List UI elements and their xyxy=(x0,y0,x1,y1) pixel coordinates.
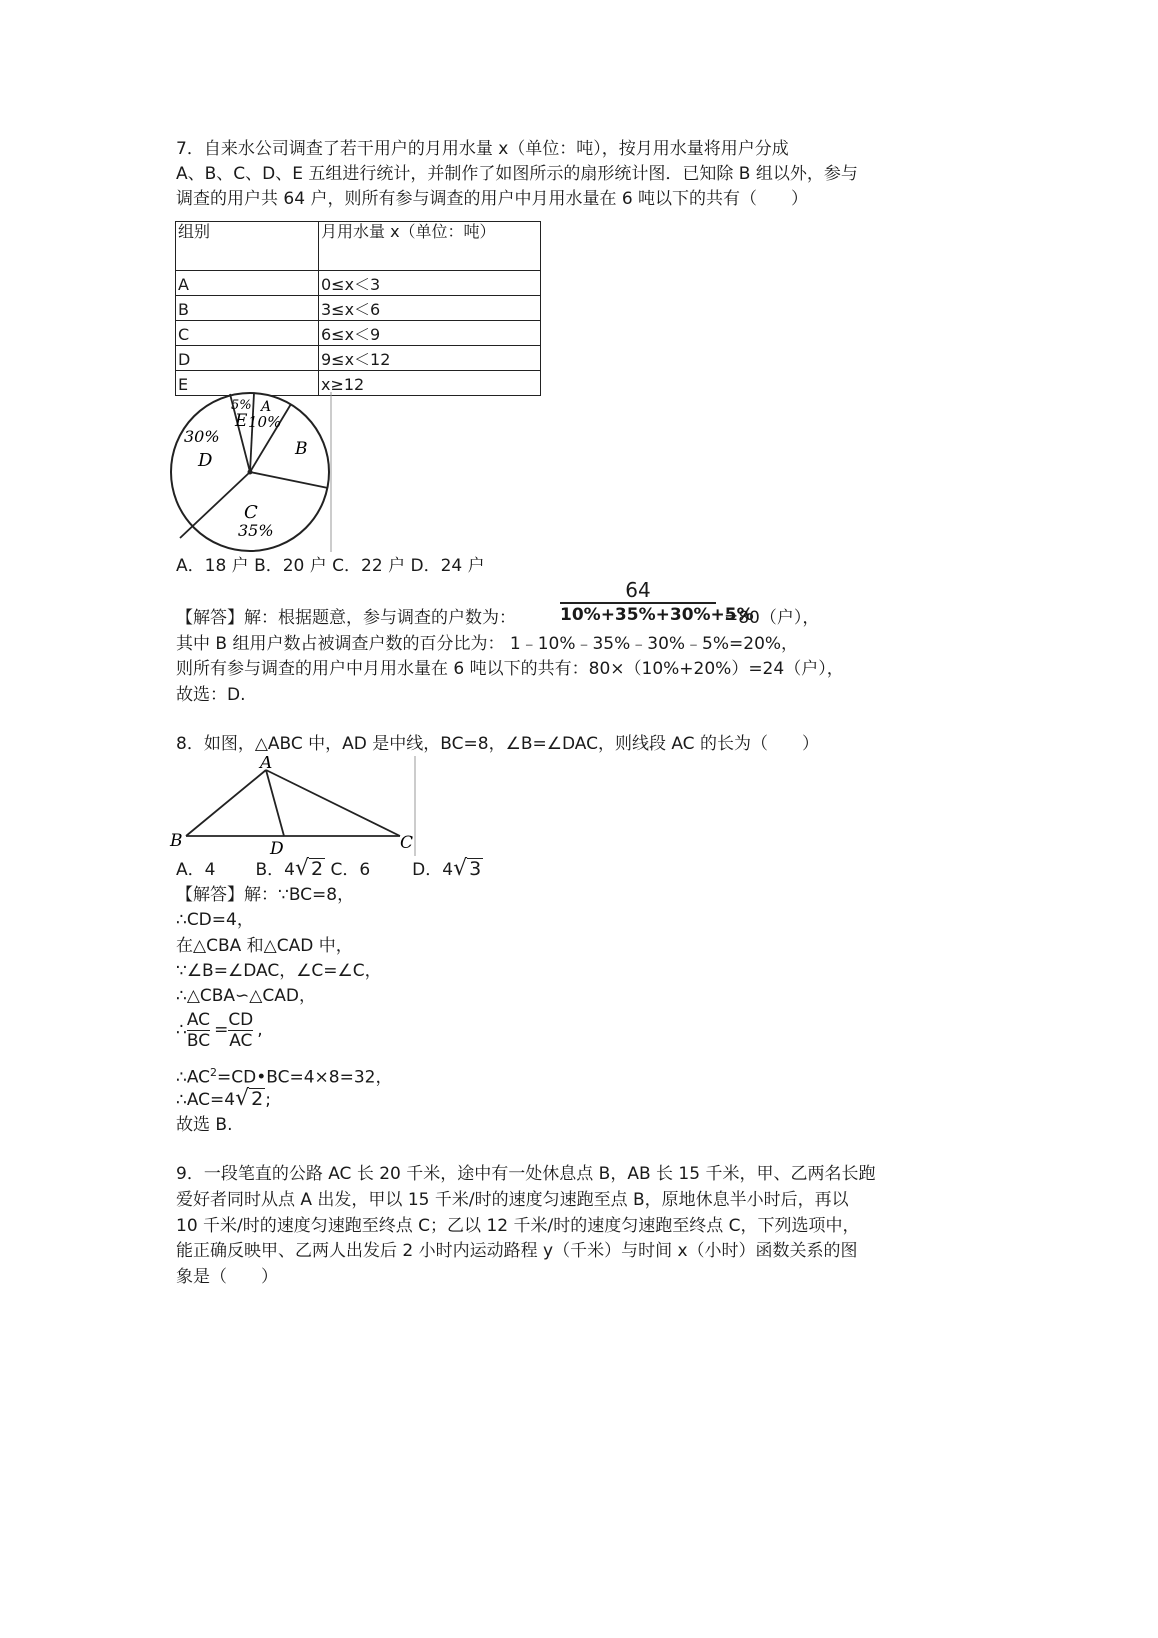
pie-label-a: A xyxy=(261,399,272,415)
option-b-prefix: B．4 xyxy=(255,860,295,880)
segment-ac xyxy=(266,770,400,836)
option-a: A．4 xyxy=(176,860,216,880)
table-cell: 6≤x＜9 xyxy=(319,321,541,346)
table-cell: 0≤x＜3 xyxy=(319,271,541,296)
table-cell: A xyxy=(176,271,319,296)
table-row xyxy=(176,271,541,296)
comma: , xyxy=(257,1020,263,1040)
q8-stem: 8．如图，△ABC 中，AD 是中线，BC=8，∠B=∠DAC，则线段 AC 的长为（ ） xyxy=(176,734,819,754)
table-cell: B xyxy=(176,296,319,321)
q7-stem-line-2: A、B、C、D、E 五组进行统计，并制作了如图所示的扇形统计图．已知除 B 组以外，参与 xyxy=(176,164,858,184)
equals-sign: = xyxy=(214,1020,229,1040)
q7-stem-line-3: 调查的用户共 64 户，则所有参与调查的用户中月用水量在 6 吨以下的共有（ ） xyxy=(176,189,809,209)
pie-label-d-pct: 30% xyxy=(184,427,220,446)
fraction-ac-over-bc: $\frac{AC}{BC}$ xyxy=(186,1009,211,1051)
q7-answer-line-1-pre: 【解答】解：根据题意，参与调查的户数为： xyxy=(176,608,516,628)
option-b-radicand: 2 xyxy=(310,858,324,880)
pie-label-d: D xyxy=(198,450,213,471)
option-d-radicand: 3 xyxy=(469,858,482,880)
q7-pie-figure xyxy=(168,392,332,552)
q8-answer-line-5: ∴△CBA∽△CAD， xyxy=(176,986,316,1006)
table-cell: E xyxy=(176,371,319,396)
table-cell: C xyxy=(176,321,319,346)
q9-stem-line-5: 象是（ ） xyxy=(176,1267,278,1287)
option-c: C．6 xyxy=(330,860,371,880)
pie-label-e: E xyxy=(235,411,248,431)
table-row xyxy=(176,321,541,346)
pie-label-e-pct: 5% xyxy=(231,398,252,413)
q7-answer-line-2: 其中 B 组用户数占被调查户数的百分比为： 1﹣10%﹣35%﹣30%﹣5%=20%， xyxy=(176,634,799,654)
vertex-label-c: C xyxy=(400,833,414,853)
q8-answer-line-1: 【解答】解：∵BC=8， xyxy=(176,885,355,905)
table-row xyxy=(176,296,541,321)
fraction-denominator: 10%+35%+30%+5% xyxy=(560,602,716,626)
q8-answer-line-7: $\therefore AC^2=CD•BC=4\times 8=32$， xyxy=(176,1066,393,1088)
q8-answer-line-8: ∴AC=4√ 2 ; xyxy=(176,1086,271,1111)
table-header-row xyxy=(176,222,541,271)
fraction-numerator: 64 xyxy=(625,578,651,602)
q8-answer-line-3: 在△CBA 和△CAD 中， xyxy=(176,936,353,956)
pie-label-c-pct: 35% xyxy=(238,521,274,540)
q8-answer-line-9: 故选 B. xyxy=(176,1115,233,1135)
vertex-label-d: D xyxy=(270,839,284,856)
q9-stem-line-4: 能正确反映甲、乙两人出发后 2 小时内运动路程 y（千米）与时间 x（小时）函数关系的图 xyxy=(176,1241,858,1261)
table-header-cell: 月用水量 x（单位：吨） xyxy=(319,222,541,271)
option-d-prefix: D．4 xyxy=(412,860,454,880)
table-cell: D xyxy=(176,346,319,371)
q7-options: A．18 户 B．20 户 C．22 户 D．24 户 xyxy=(176,556,485,576)
q9-stem-line-1: 9．一段笔直的公路 AC 长 20 千米，途中有一处休息点 B，AB 长 15 千米，甲、乙两名长跑 xyxy=(176,1164,876,1184)
table-cell: 9≤x＜12 xyxy=(319,346,541,371)
vertex-label-b: B xyxy=(170,831,183,851)
q7-stem-line-1: 7．自来水公司调查了若干用户的月用水量 x（单位：吨），按月用水量将用户分成 xyxy=(176,139,789,159)
table-cell: x≥12 xyxy=(319,371,541,396)
pie-center-dot xyxy=(248,470,253,475)
q9-stem-line-2: 爱好者同时从点 A 出发，甲以 15 千米/时的速度匀速跑至点 B，原地休息半小时后，再以 xyxy=(176,1190,849,1210)
segment-ab xyxy=(186,770,266,836)
pie-label-c: C xyxy=(244,502,258,523)
segment-ad xyxy=(266,770,284,836)
table-cell: 3≤x＜6 xyxy=(319,296,541,321)
q7-answer-line-3: 则所有参与调查的用户中月用水量在 6 吨以下的共有：80×（10%+20%）=24（户）， xyxy=(176,659,844,679)
pie-label-b: B xyxy=(295,439,308,459)
fraction-cd-over-ac: $\frac{CD}{AC}$ xyxy=(228,1009,254,1051)
q7-answer-line-4: 故选：D. xyxy=(176,685,246,705)
q7-answer-line-1-post: =80（户）， xyxy=(724,608,820,628)
q8-answer-line-6 xyxy=(176,1008,263,1052)
table-row xyxy=(176,346,541,371)
vertex-label-a: A xyxy=(260,756,273,773)
q7-answer-fraction xyxy=(560,578,754,626)
q8-triangle-figure xyxy=(168,756,416,856)
q8-answer-line-2: ∴CD=4， xyxy=(176,910,254,930)
table-header-cell: 组别 xyxy=(176,222,319,271)
q7-group-table xyxy=(175,221,541,396)
therefore-symbol: ∴ xyxy=(176,1020,187,1040)
q8-options: A．4 B．4√ 2 C．6 D．4√ 3 xyxy=(176,856,482,881)
pie-label-a-pct: 10% xyxy=(248,413,282,431)
q9-stem-line-3: 10 千米/时的速度匀速跑至终点 C；乙以 12 千米/时的速度匀速跑至终点 C，下列选项中， xyxy=(176,1216,860,1236)
q8-answer-line-4: ∵∠B=∠DAC，∠C=∠C， xyxy=(176,961,382,981)
